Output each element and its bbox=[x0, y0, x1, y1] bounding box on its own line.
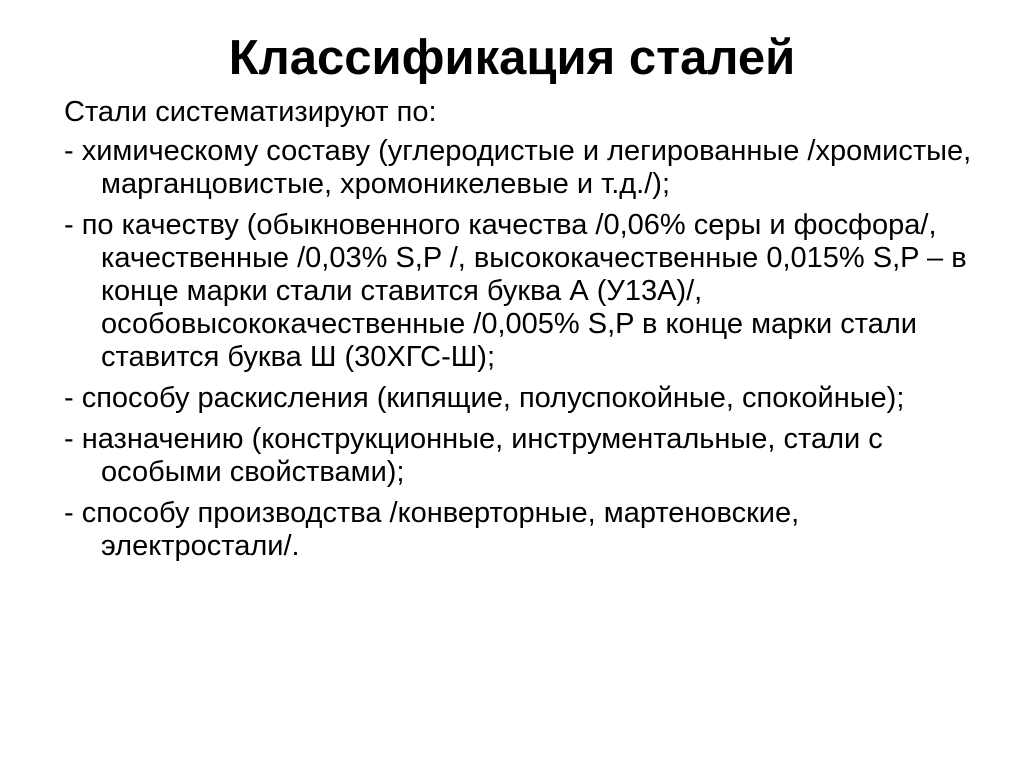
intro-text: Стали систематизируют по: bbox=[64, 96, 437, 128]
slide-body bbox=[64, 96, 984, 571]
slide-title: Классификация сталей bbox=[228, 31, 796, 85]
list-item-purpose: - назначению (конструкционные, инструментальные, стали с особыми свойствами); bbox=[64, 423, 883, 488]
list-item-deoxidation: - способу раскисления (кипящие, полуспокойные, спокойные); bbox=[64, 382, 905, 414]
list-item-chemical-composition: - химическому составу (углеродистые и легированные /хромистые, марганцовистые, хромоникелевые и т.д./); bbox=[64, 135, 972, 200]
list-item-quality: - по качеству (обыкновенного качества /0,06% серы и фосфора/, качественные /0,03% S,P /, высококачественные 0,015% S,P – в конце марки стали ставится буква А (У13А)/, особовысококачественные /0,005% S,P в конце марки стали ставится буква Ш (30ХГС-Ш); bbox=[64, 209, 967, 373]
list-item-production-method: - способу производства /конверторные, мартеновские, электростали/. bbox=[64, 497, 800, 562]
